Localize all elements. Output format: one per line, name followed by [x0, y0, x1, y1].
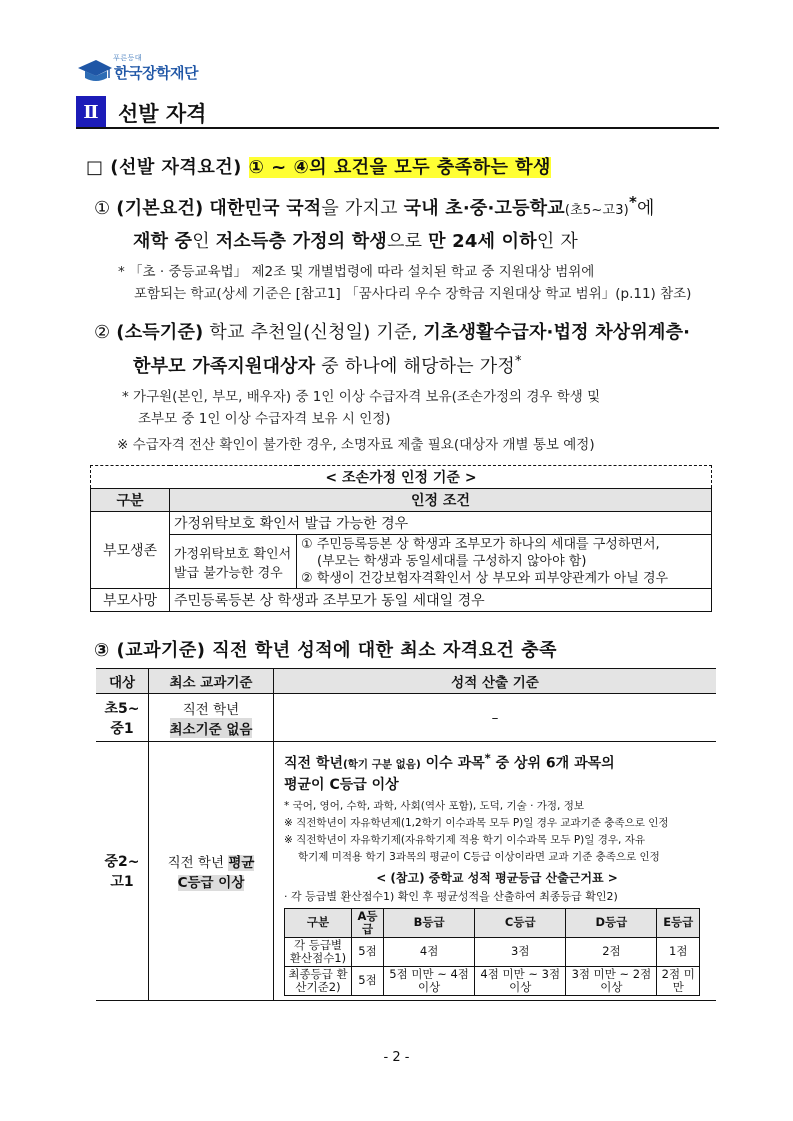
income-note1-line2: 조부모 중 1인 이상 수급자격 보유 시 인정)	[138, 411, 391, 427]
income-num: ②	[94, 322, 111, 343]
ref-note: · 각 등급별 환산점수1) 확인 후 평균성적을 산출하여 최종등급 확인2)	[284, 889, 618, 903]
grade-header-category: 구분	[285, 908, 352, 937]
grandparent-table	[90, 465, 712, 612]
grade-row2-label: 최종등급 환산기준2)	[285, 966, 352, 995]
calc-title	[284, 748, 710, 795]
table-row	[96, 669, 716, 694]
calc-note2: ※ 직전학년이 자유학년제(1,2학기 이수과목 모두 P)일 경우 교과기준 충족으로 인정	[284, 816, 669, 829]
basic-note-line1: * 「초 · 중등교육법」 제2조 및 개별법령에 따라 설치된 학교 중 지원대상 범위에	[118, 264, 595, 280]
row1-calc: –	[274, 694, 717, 742]
basic-nationality: 대한민국 국적	[209, 198, 322, 219]
table-row	[91, 489, 712, 512]
table-row	[285, 908, 700, 937]
basic-num: ①	[94, 198, 111, 219]
grade-header-c: C등급	[475, 908, 566, 937]
grade-table	[284, 908, 700, 996]
header-target: 대상	[96, 669, 149, 694]
table-row	[285, 937, 700, 966]
ref-title: < (참고) 중학교 성적 평균등급 산출근거표 >	[376, 870, 618, 885]
grade-row2-c: 4점 미만 ~ 3점 이상	[475, 966, 566, 995]
income-note1	[122, 386, 722, 430]
row2-cond2: ② 학생이 건강보험자격확인서 상 부모와 피부양관계가 아닐 경우	[301, 571, 669, 586]
parents-alive: 부모생존	[91, 512, 170, 589]
basic-school: 국내 초·중·고등학교	[403, 198, 565, 219]
income-requirement-line2	[133, 352, 522, 378]
grade-row1-label: 각 등급별 환산점수1)	[285, 937, 352, 966]
basic-text4: 으로	[386, 231, 423, 252]
grade-row1-c: 3점	[475, 937, 566, 966]
graduation-cap-icon	[76, 56, 114, 84]
basic-enrolled: 재학 중	[133, 231, 193, 252]
calc-note3a: ※ 직전학년이 자유학기제(자유학기제 적용 학기 이수과목 모두 P)일 경우, 자유	[284, 833, 645, 846]
section-title: 선발 자격	[118, 102, 207, 126]
income-text1: 학교 추천일(신청일) 기준,	[209, 322, 418, 343]
income-text2: 중 하나에 해당하는 가정	[321, 356, 515, 377]
grade-row1-a: 5점	[352, 937, 384, 966]
row2-target: 중2~ 고1	[96, 742, 149, 1001]
calc-note1: * 국어, 영어, 수학, 과학, 사회(역사 포함), 도덕, 기술 · 가정, 정보	[284, 799, 585, 812]
table-row	[91, 535, 712, 589]
row2-conditions	[297, 535, 712, 589]
row1-condition: 가정위탁보호 확인서 발급 가능한 경우	[170, 512, 712, 535]
page-number: - 2 -	[383, 1050, 410, 1065]
grade-header-b: B등급	[384, 908, 475, 937]
row2-standard	[149, 742, 274, 1001]
grade-header-a: A등급	[352, 908, 384, 937]
grade-row1-d: 2점	[566, 937, 657, 966]
row3-condition: 주민등록등본 상 학생과 조부모가 동일 세대일 경우	[170, 589, 712, 612]
basic-text2: 에	[637, 198, 655, 219]
row1-std1: 직전 학년	[182, 701, 240, 718]
table-row	[285, 966, 700, 995]
qualification-heading	[86, 153, 551, 179]
row2-label: 가정위탁보호 확인서 발급 불가능한 경우	[170, 535, 297, 589]
header-min-standard: 최소 교과기준	[149, 669, 274, 694]
section-divider	[76, 127, 719, 129]
calc-title-d: 중 상위 6개 과목의	[495, 755, 615, 772]
row1-target: 초5~ 중1	[96, 694, 149, 742]
logo-slogan: 푸른등대	[113, 54, 143, 62]
table-row	[91, 512, 712, 535]
row2-cond1: ① 주민등록등본 상 학생과 조부모가 하나의 세대를 구성하면서,	[301, 537, 660, 552]
grade-row2-a: 5점	[352, 966, 384, 995]
heading-highlight: ① ~ ④	[248, 157, 310, 178]
basic-low-income: 저소득층 가정의 학생	[215, 231, 387, 252]
basic-age: 만 24세 이하	[428, 231, 537, 252]
basic-text1: 을 가지고	[321, 198, 398, 219]
basic-requirement-line2	[133, 227, 578, 253]
table-row	[96, 694, 716, 742]
grade-header-e: E등급	[657, 908, 700, 937]
table-row	[96, 742, 716, 1001]
academic-heading: ③ (교과기준) 직전 학년 성적에 대한 최소 자격요건 충족	[94, 640, 557, 661]
row2-std1: 직전 학년	[167, 854, 225, 871]
header-category: 구분	[91, 489, 170, 512]
calc-note3b: 학기제 미적용 학기 3과목의 평균이 C등급 이상이라면 교과 기준 충족으로 인정	[298, 850, 660, 863]
heading-suffix: 의 요건을 모두 충족하는 학생	[309, 157, 551, 178]
grade-row1-b: 4점	[384, 937, 475, 966]
income-note2: ※ 수급자격 전산 확인이 불가한 경우, 소명자료 제출 필요(대상자 개별 통보 예정)	[117, 437, 595, 453]
basic-range: (초5~고3)	[564, 203, 629, 218]
income-requirement-line1	[94, 318, 734, 344]
calc-title-b: (학기 구분 없음)	[342, 758, 421, 771]
row2-calc	[274, 742, 717, 1001]
row2-std-bold2: C등급 이상	[177, 874, 245, 891]
academic-table	[96, 668, 716, 1001]
income-note1-line1: * 가구원(본인, 부모, 배우자) 중 1인 이상 수급자격 보유(조손가정의 경우 학생 및	[122, 389, 601, 405]
calc-title-a: 직전 학년	[284, 755, 343, 772]
basic-text3: 인	[192, 231, 210, 252]
table-row	[91, 589, 712, 612]
parents-deceased: 부모사망	[91, 589, 170, 612]
calc-title-c: 이수 과목	[425, 755, 485, 772]
income-label: (소득기준)	[116, 322, 204, 343]
grade-row2-e: 2점 미만	[657, 966, 700, 995]
basic-star: *	[628, 193, 638, 211]
calc-notes	[284, 798, 710, 866]
basic-note	[118, 261, 728, 305]
grade-row2-d: 3점 미만 ~ 2점 이상	[566, 966, 657, 995]
row1-standard	[149, 694, 274, 742]
calc-title-e: 평균이 C등급 이상	[284, 776, 399, 793]
grandparent-caption: < 조손가정 인정 기준 >	[91, 466, 712, 489]
grade-header-d: D등급	[566, 908, 657, 937]
basic-requirement-line1	[94, 193, 734, 220]
calc-title-star: *	[484, 751, 491, 765]
header-condition: 인정 조건	[170, 489, 712, 512]
income-star: *	[514, 354, 522, 369]
basic-label: (기본요건)	[116, 198, 204, 219]
row2-std-bold1: 평균	[228, 854, 255, 871]
income-bold1: 기초생활수급자·법정 차상위계층·	[423, 322, 691, 343]
row1-std2: 최소기준 없음	[170, 718, 253, 738]
header-calc: 성적 산출 기준	[274, 669, 717, 694]
grade-row1-e: 1점	[657, 937, 700, 966]
table-row	[91, 466, 712, 489]
basic-note-line2: 포함되는 학교(상세 기준은 [참고1] 「꿈사다리 우수 장학금 지원대상 학교 범위」(p.11) 참조)	[134, 286, 692, 302]
basic-text5: 인 자	[536, 231, 578, 252]
row2-cond1b: (부모는 학생과 동일세대를 구성하지 않아야 함)	[317, 554, 587, 569]
heading-prefix: □ (선발 자격요건)	[86, 157, 242, 178]
section-number: Ⅱ	[76, 96, 106, 128]
grade-row2-b: 5점 미만 ~ 4점 이상	[384, 966, 475, 995]
logo-name: 한국장학재단	[114, 64, 198, 82]
income-bold2: 한부모 가족지원대상자	[133, 356, 316, 377]
